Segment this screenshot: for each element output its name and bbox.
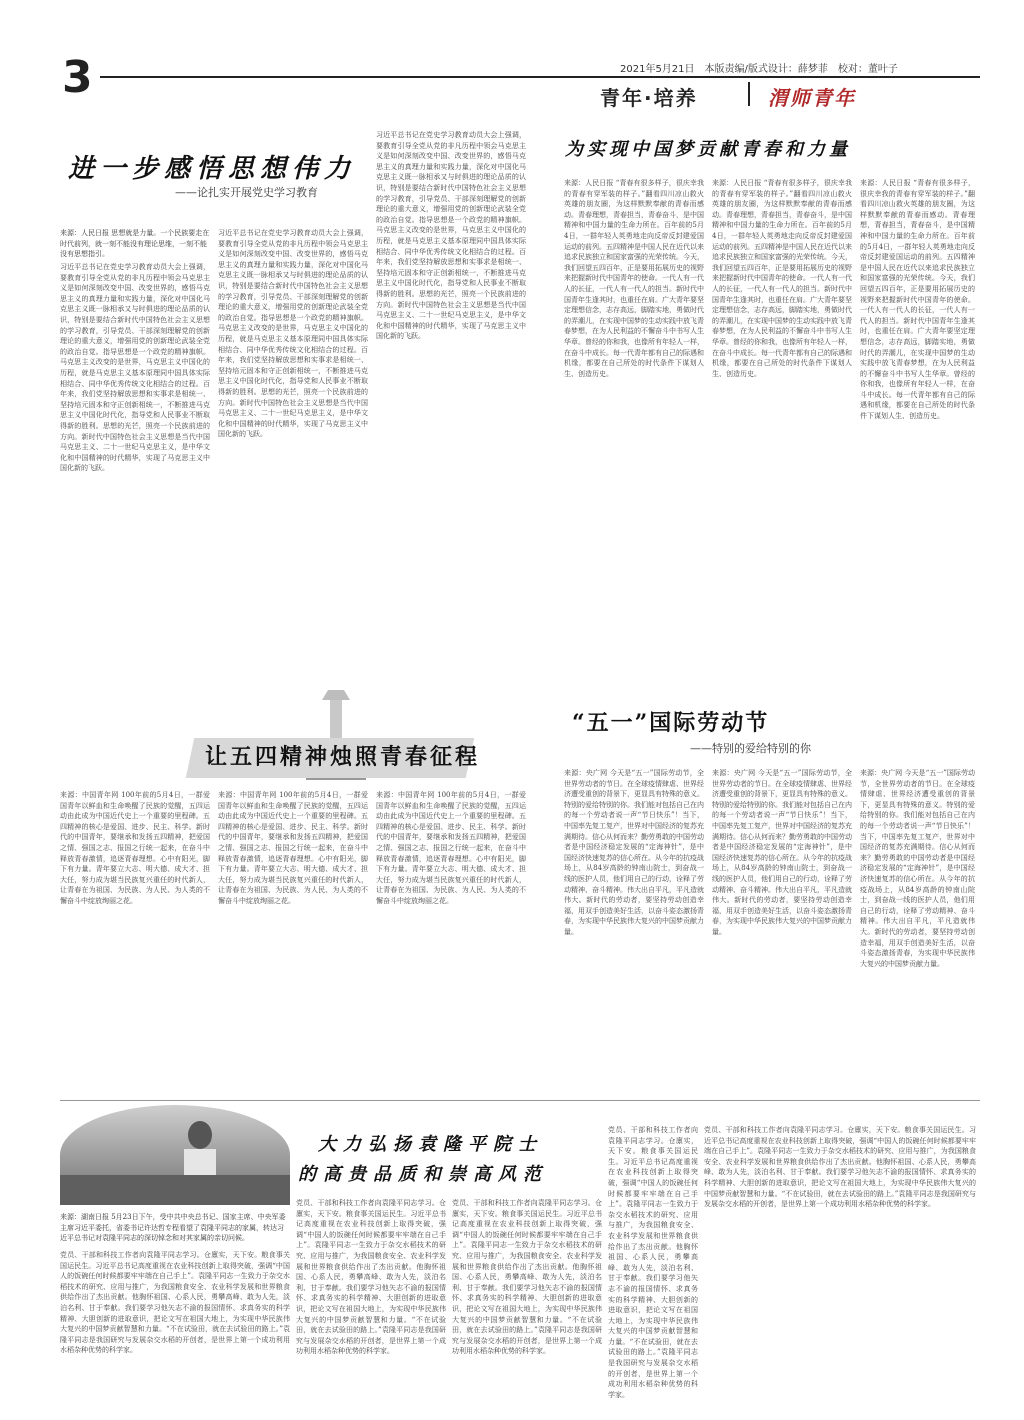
article1-body: 习近平总书记在党史学习教育动员大会上强调，要教育引导全党从党的非凡历程中领会马克思主义是如何深刻改变中国、改变世界的，感悟马克思主义的真理力量和实践力量，深化对中国化马克思主义既一脉相承又与时俱进的理论品质的认识，特别是要结合新时代中国特色社会主义思想的学习教育，引导党员、干部深刻理解党的创新理论的重大意义，增强用党的创新理论武装全党的政治自觉。指导思想是一个政党的精神旗帜。马克思主义改变的是世界，马克思主义中国化的历程，就是马克思主义基本原理同中国具体实际相结合、同中华优秀传统文化相结合的过程。百年来，我们党坚持解放思想和实事求是相统一、坚持培元固本和守正创新相统一，不断推进马克思主义中国化时代化，指导党和人民事业不断取得新的胜利。思想的光芒，照亮一个民族前进的方向。新时代中国特色社会主义思想是当代中国马克思主义、二十一世纪马克思主义，是中华文化和中国精神的时代精华，实现了马克思主义中国化新的飞跃。: [60, 263, 210, 473]
article4-col1: [564, 768, 704, 1090]
article2-title: 为实现中国梦贡献青春和力量: [565, 139, 851, 160]
article1-col1: [60, 262, 210, 672]
article3-col3: [376, 790, 526, 1090]
article5-col1: [60, 1250, 290, 1360]
article4-body: 来源：央广网 今天是“五一”国际劳动节，全世界劳动者的节日。在全球疫情肆虐、世界经济遭受重创的背景下，更显具有特殊的意义。特别的爱给特别的你。我们能对包括自己在内的每一个劳动者说一声“节日快乐”！当下，中国率先复工复产，世界对中国经济的复苏充满期待。信心从何而来？勤劳勇敢的中国劳动者是中国经济稳定发展的“定海神针”，是中国经济快速复苏的信心所在。从今年的抗疫战场上，从84岁高龄的钟南山院士，到奋战一线的医护人员，他们用自己的行动，诠释了劳动精神、奋斗精神。伟大出自平凡，平凡造就伟大。新时代的劳动者，要坚持劳动创造幸福，用双手创造美好生活，以奋斗姿态激扬青春，为实现中华民族伟大复兴的中国梦贡献力量。: [564, 769, 704, 936]
page-number: 3: [62, 52, 93, 103]
article4-title: “五一”国际劳动节: [572, 710, 770, 736]
article3-body: 来源：中国青年网 100年前的5月4日，一群爱国青年以鲜血和生命唤醒了民族的觉醒，五四运动由此成为中国近代史上一个重要的里程碑。五四精神的核心是爱国、进步、民主、科学。新时代的中国青年，要继承和发扬五四精神，把爱国之情、强国之志、报国之行统一起来，在奋斗中释放青春激情，追逐青春理想。心中有阳光，脚下有力量。青年要立大志、明大德、成大才、担大任，努力成为堪当民族复兴重任的时代新人，让青春在为祖国、为民族、为人民、为人类的不懈奋斗中绽放绚丽之花。: [60, 791, 210, 905]
article3-body-cont: 来源：中国青年网 100年前的5月4日，一群爱国青年以鲜血和生命唤醒了民族的觉醒，五四运动由此成为中国近代史上一个重要的里程碑。五四精神的核心是爱国、进步、民主、科学。新时代的中国青年，要继承和发扬五四精神，把爱国之情、强国之志、报国之行统一起来，在奋斗中释放青春激情，追逐青春理想。心中有阳光，脚下有力量。青年要立大志、明大德、成大才、担大任，努力成为堪当民族复兴重任的时代新人，让青春在为祖国、为民族、为人民、为人类的不懈奋斗中绽放绚丽之花。: [376, 791, 526, 905]
article5-col2: [296, 1198, 446, 1360]
article4-col3: [860, 768, 975, 1090]
article4-col2: [712, 768, 852, 1090]
section-brand: 渭师青年: [768, 86, 856, 110]
field-figure-image: [60, 1105, 290, 1205]
article2-col2: [712, 178, 852, 658]
section-separator: [748, 82, 750, 106]
article1-col3: [376, 130, 526, 670]
article3-col2: [218, 790, 368, 1090]
article5-body: 党员、干部和科技工作者向袁隆平同志学习。仓廪实，天下安。粮食事关国运民生。习近平总书记高度重视在农业科技创新上取得突破，强调“中国人的饭碗任何时候都要牢牢端在自己手上”。袁隆平同志一生致力于杂交水稻技术的研究、应用与推广，为我国粮食安全、农业科学发展和世界粮食供给作出了杰出贡献。他胸怀祖国、心系人民，勇攀高峰、敢为人先，淡泊名利、甘于奉献。我们要学习他矢志不渝的报国情怀、求真务实的科学精神、大胆创新的进取意识，把论文写在祖国大地上，为实现中华民族伟大复兴的中国梦贡献智慧和力量。“不在试验田，就在去试验田的路上。”袁隆平同志是我国研究与发展杂交水稻的开创者，是世界上第一个成功利用水稻杂种优势的科学家。: [60, 1251, 290, 1355]
header-rule: [100, 76, 980, 78]
article4-body-cont: 来源：央广网 今天是“五一”国际劳动节，全世界劳动者的节日。在全球疫情肆虐、世界经济遭受重创的背景下，更显具有特殊的意义。特别的爱给特别的你。我们能对包括自己在内的每一个劳动者说一声“节日快乐”！当下，中国率先复工复产，世界对中国经济的复苏充满期待。信心从何而来？勤劳勇敢的中国劳动者是中国经济稳定发展的“定海神针”，是中国经济快速复苏的信心所在。从今年的抗疫战场上，从84岁高龄的钟南山院士，到奋战一线的医护人员，他们用自己的行动，诠释了劳动精神、奋斗精神。伟大出自平凡，平凡造就伟大。新时代的劳动者，要坚持劳动创造幸福，用双手创造美好生活，以奋斗姿态激扬青春，为实现中华民族伟大复兴的中国梦贡献力量。: [712, 769, 852, 936]
article3-col1: [60, 790, 210, 1090]
article1-title: 进一步感悟思想伟力: [68, 154, 357, 184]
article5-body-cont: 党员、干部和科技工作者向袁隆平同志学习。仓廪实，天下安。粮食事关国运民生。习近平总书记高度重视在农业科技创新上取得突破，强调“中国人的饭碗任何时候都要牢牢端在自己手上”。袁隆平同志一生致力于杂交水稻技术的研究、应用与推广，为我国粮食安全、农业科学发展和世界粮食供给作出了杰出贡献。他胸怀祖国、心系人民，勇攀高峰、敢为人先，淡泊名利、甘于奉献。我们要学习他矢志不渝的报国情怀、求真务实的科学精神、大胆创新的进取意识，把论文写在祖国大地上，为实现中华民族伟大复兴的中国梦贡献智慧和力量。“不在试验田，就在去试验田的路上。”袁隆平同志是我国研究与发展杂交水稻的开创者，是世界上第一个成功利用水稻杂种优势的科学家。: [704, 1126, 976, 1209]
bottom-section-rule: [60, 1100, 980, 1101]
article2-col1: [564, 178, 704, 658]
article5-col3: [452, 1198, 602, 1360]
article5-title-line1: 大力弘扬袁隆平院士: [318, 1134, 543, 1155]
article3-body-cont: 来源：中国青年网 100年前的5月4日，一群爱国青年以鲜血和生命唤醒了民族的觉醒，五四运动由此成为中国近代史上一个重要的里程碑。五四精神的核心是爱国、进步、民主、科学。新时代的中国青年，要继承和发扬五四精神，把爱国之情、强国之志、报国之行统一起来，在奋斗中释放青春激情，追逐青春理想。心中有阳光，脚下有力量。青年要立大志、明大德、成大才、担大任，努力成为堪当民族复兴重任的时代新人，让青春在为祖国、为民族、为人民、为人类的不懈奋斗中绽放绚丽之花。: [218, 791, 368, 905]
article1-lead: 来源：人民日报 思想就是力量。一个民族要走在时代前列，就一刻不能没有理论思维，一刻不能没有思想指引。: [60, 229, 210, 259]
header-meta: 2021年5月21日 本版责编/版式设计：薛梦菲 校对：董叶子: [620, 64, 898, 75]
article5-title-line2: 的高贵品质和崇高风范: [298, 1164, 548, 1185]
article1-col2: [218, 228, 368, 672]
article5-body-cont: 党员、干部和科技工作者向袁隆平同志学习。仓廪实，天下安。粮食事关国运民生。习近平总书记高度重视在农业科技创新上取得突破，强调“中国人的饭碗任何时候都要牢牢端在自己手上”。袁隆平同志一生致力于杂交水稻技术的研究、应用与推广，为我国粮食安全、农业科学发展和世界粮食供给作出了杰出贡献。他胸怀祖国、心系人民，勇攀高峰、敢为人先，淡泊名利、甘于奉献。我们要学习他矢志不渝的报国情怀、求真务实的科学精神、大胆创新的进取意识，把论文写在祖国大地上，为实现中华民族伟大复兴的中国梦贡献智慧和力量。“不在试验田，就在去试验田的路上。”袁隆平同志是我国研究与发展杂交水稻的开创者，是世界上第一个成功利用水稻杂种优势的科学家。: [452, 1199, 602, 1356]
article5-lead: 来源：湖南日报 5月23日下午，受中共中央总书记、国家主席、中央军委主席习近平委托，省委书记许达哲专程看望了袁隆平同志的家属，转达习近平总书记对袁隆平同志的深切悼念和对其家属的亲切问候。: [60, 1213, 286, 1243]
article1-subtitle: ——论扎实开展党史学习教育: [175, 186, 318, 199]
section-name: 青年·培养: [600, 86, 698, 110]
article5-body-cont: 党员、干部和科技工作者向袁隆平同志学习。仓廪实，天下安。粮食事关国运民生。习近平总书记高度重视在农业科技创新上取得突破，强调“中国人的饭碗任何时候都要牢牢端在自己手上”。袁隆平同志一生致力于杂交水稻技术的研究、应用与推广，为我国粮食安全、农业科学发展和世界粮食供给作出了杰出贡献。他胸怀祖国、心系人民，勇攀高峰、敢为人先，淡泊名利、甘于奉献。我们要学习他矢志不渝的报国情怀、求真务实的科学精神、大胆创新的进取意识，把论文写在祖国大地上，为实现中华民族伟大复兴的中国梦贡献智慧和力量。“不在试验田，就在去试验田的路上。”袁隆平同志是我国研究与发展杂交水稻的开创者，是世界上第一个成功利用水稻杂种优势的科学家。: [608, 1126, 698, 1399]
article2-body-cont: 来源：人民日报 “青春有很多样子，很庆幸我的青春有穿军装的样子。”翻看四川凉山救火英雄的朋友圈，为这样默默奉献的青春而感动。青春理想，青春担当，青春奋斗，是中国精神和中国力量的生命力所在。百年前的5月4日，一群年轻人英勇地走向反帝反封建爱国运动的前列。五四精神是中国人民在近代以来追求民族独立和国家富强的光荣传统。今天，我们回望五四百年，正是要用拓展历史的视野来把握新时代中国青年的使命。一代人有一代人的长征，一代人有一代人的担当。新时代中国青年生逢其时，也重任在肩。广大青年要坚定理想信念，志存高远，脚踏实地，勇做时代的弄潮儿，在实现中国梦的生动实践中放飞青春梦想，在为人民利益的不懈奋斗中书写人生华章。曾经的你和我，也像所有年轻人一样，在奋斗中成长。每一代青年都有自己的际遇和机缘，都要在自己所处的时代条件下谋划人生、创造历史。: [712, 179, 852, 378]
article2-col3: [860, 178, 975, 658]
article1-body-cont: 习近平总书记在党史学习教育动员大会上强调，要教育引导全党从党的非凡历程中领会马克思主义是如何深刻改变中国、改变世界的，感悟马克思主义的真理力量和实践力量，深化对中国化马克思主义既一脉相承又与时俱进的理论品质的认识，特别是要结合新时代中国特色社会主义思想的学习教育，引导党员、干部深刻理解党的创新理论的重大意义，增强用党的创新理论武装全党的政治自觉。指导思想是一个政党的精神旗帜。马克思主义改变的是世界，马克思主义中国化的历程，就是马克思主义基本原理同中国具体实际相结合、同中华优秀传统文化相结合的过程。百年来，我们党坚持解放思想和实事求是相统一、坚持培元固本和守正创新相统一，不断推进马克思主义中国化时代化，指导党和人民事业不断取得新的胜利。思想的光芒，照亮一个民族前进的方向。新时代中国特色社会主义思想是当代中国马克思主义、二十一世纪马克思主义，是中华文化和中国精神的时代精华，实现了马克思主义中国化新的飞跃。: [218, 229, 368, 439]
article5-body-cont: 党员、干部和科技工作者向袁隆平同志学习。仓廪实，天下安。粮食事关国运民生。习近平总书记高度重视在农业科技创新上取得突破，强调“中国人的饭碗任何时候都要牢牢端在自己手上”。袁隆平同志一生致力于杂交水稻技术的研究、应用与推广，为我国粮食安全、农业科学发展和世界粮食供给作出了杰出贡献。他胸怀祖国、心系人民，勇攀高峰、敢为人先，淡泊名利、甘于奉献。我们要学习他矢志不渝的报国情怀、求真务实的科学精神、大胆创新的进取意识，把论文写在祖国大地上，为实现中华民族伟大复兴的中国梦贡献智慧和力量。“不在试验田，就在去试验田的路上。”袁隆平同志是我国研究与发展杂交水稻的开创者，是世界上第一个成功利用水稻杂种优势的科学家。: [296, 1199, 446, 1356]
article4-body-cont: 来源：央广网 今天是“五一”国际劳动节，全世界劳动者的节日。在全球疫情肆虐、世界经济遭受重创的背景下，更显具有特殊的意义。特别的爱给特别的你。我们能对包括自己在内的每一个劳动者说一声“节日快乐”！当下，中国率先复工复产，世界对中国经济的复苏充满期待。信心从何而来？勤劳勇敢的中国劳动者是中国经济稳定发展的“定海神针”，是中国经济快速复苏的信心所在。从今年的抗疫战场上，从84岁高龄的钟南山院士，到奋战一线的医护人员，他们用自己的行动，诠释了劳动精神、奋斗精神。伟大出自平凡，平凡造就伟大。新时代的劳动者，要坚持劳动创造幸福，用双手创造美好生活，以奋斗姿态激扬青春，为实现中华民族伟大复兴的中国梦贡献力量。: [860, 769, 975, 968]
article5-col4: [608, 1125, 698, 1399]
article3-title: 让五四精神烛照青春征程: [205, 744, 481, 770]
article4-subtitle: ——特别的爱给特别的你: [690, 742, 811, 755]
portrait-photo: [60, 1105, 290, 1205]
article2-body-cont: 来源：人民日报 “青春有很多样子，很庆幸我的青春有穿军装的样子。”翻看四川凉山救火英雄的朋友圈，为这样默默奉献的青春而感动。青春理想，青春担当，青春奋斗，是中国精神和中国力量的生命力所在。百年前的5月4日，一群年轻人英勇地走向反帝反封建爱国运动的前列。五四精神是中国人民在近代以来追求民族独立和国家富强的光荣传统。今天，我们回望五四百年，正是要用拓展历史的视野来把握新时代中国青年的使命。一代人有一代人的长征，一代人有一代人的担当。新时代中国青年生逢其时，也重任在肩。广大青年要坚定理想信念，志存高远，脚踏实地，勇做时代的弄潮儿，在实现中国梦的生动实践中放飞青春梦想，在为人民利益的不懈奋斗中书写人生华章。曾经的你和我，也像所有年轻人一样，在奋斗中成长。每一代青年都有自己的际遇和机缘，都要在自己所处的时代条件下谋划人生、创造历史。: [860, 179, 975, 421]
article2-body: 来源：人民日报 “青春有很多样子，很庆幸我的青春有穿军装的样子。”翻看四川凉山救火英雄的朋友圈，为这样默默奉献的青春而感动。青春理想，青春担当，青春奋斗，是中国精神和中国力量的生命力所在。百年前的5月4日，一群年轻人英勇地走向反帝反封建爱国运动的前列。五四精神是中国人民在近代以来追求民族独立和国家富强的光荣传统。今天，我们回望五四百年，正是要用拓展历史的视野来把握新时代中国青年的使命。一代人有一代人的长征，一代人有一代人的担当。新时代中国青年生逢其时，也重任在肩。广大青年要坚定理想信念，志存高远，脚踏实地，勇做时代的弄潮儿，在实现中国梦的生动实践中放飞青春梦想，在为人民利益的不懈奋斗中书写人生华章。曾经的你和我，也像所有年轻人一样，在奋斗中成长。每一代青年都有自己的际遇和机缘，都要在自己所处的时代条件下谋划人生、创造历史。: [564, 179, 704, 378]
article1-body-cont: 习近平总书记在党史学习教育动员大会上强调，要教育引导全党从党的非凡历程中领会马克思主义是如何深刻改变中国、改变世界的，感悟马克思主义的真理力量和实践力量，深化对中国化马克思主义既一脉相承又与时俱进的理论品质的认识，特别是要结合新时代中国特色社会主义思想的学习教育，引导党员、干部深刻理解党的创新理论的重大意义，增强用党的创新理论武装全党的政治自觉。指导思想是一个政党的精神旗帜。马克思主义改变的是世界，马克思主义中国化的历程，就是马克思主义基本原理同中国具体实际相结合、同中华优秀传统文化相结合的过程。百年来，我们党坚持解放思想和实事求是相统一、坚持培元固本和守正创新相统一，不断推进马克思主义中国化时代化，指导党和人民事业不断取得新的胜利。思想的光芒，照亮一个民族前进的方向。新时代中国特色社会主义思想是当代中国马克思主义、二十一世纪马克思主义，是中华文化和中国精神的时代精华，实现了马克思主义中国化新的飞跃。: [376, 131, 526, 341]
article5-col5: [704, 1125, 976, 1360]
